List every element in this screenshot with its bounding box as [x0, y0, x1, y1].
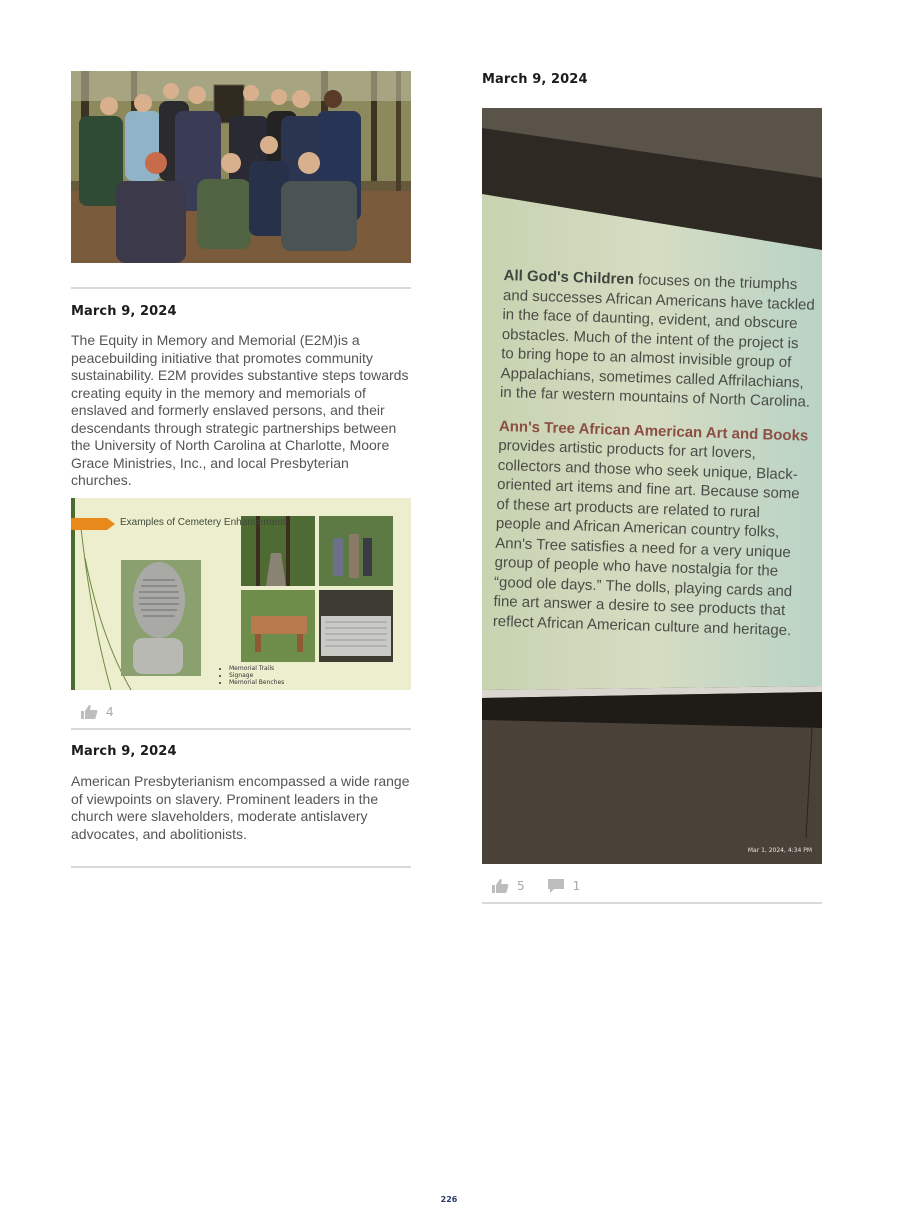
screen-text: [492, 266, 816, 655]
like-button[interactable]: [80, 704, 114, 720]
like-count: 4: [106, 705, 114, 719]
comment-icon: [547, 878, 565, 894]
projector-screen-photo: [482, 108, 822, 864]
divider: [71, 287, 411, 289]
screen-title: All God's Children: [503, 266, 635, 289]
slide-list-item: • Memorial Trails: [229, 665, 284, 672]
divider: [71, 728, 411, 730]
thumbs-up-icon: [491, 878, 509, 894]
comment-button[interactable]: [547, 878, 581, 894]
divider: [482, 902, 822, 904]
post-date: March 9, 2024: [71, 304, 177, 319]
post-date: March 9, 2024: [71, 744, 177, 759]
reactions-bar: [80, 704, 128, 720]
slide-list-item: • Memorial Benches: [229, 679, 284, 686]
screen-paragraph: [493, 416, 812, 640]
like-button[interactable]: [491, 878, 525, 894]
post-text: American Presbyterianism encompassed a wide range of viewpoints on slavery. Prominent leaders in the church were slaveholders, moderate antislavery advocates, and abolitionists.: [71, 773, 410, 842]
post-text: The Equity in Memory and Memorial (E2M)is a peacebuilding initiative that promotes community sustainability. E2M provides substantive steps towards creating equity in the memory and memorials of enslaved and formerly enslaved persons, and their descendants through strategic partnerships between the University of North Carolina at Charlotte, Moore Grace Ministries, Inc., and local Presbyterian churches.: [71, 332, 409, 488]
slide-list: [221, 665, 284, 686]
screen-body: provides artistic products for art lovers, collectors and those who seek unique, Black-oriented art items and fine art. Because some of these art products are related to rural people and African American country folks, Ann's Tree satisfies a need for a very unique group of people who have nostalgia for the “good ole days.” The dolls, playing cards and fine art answer a desire to see products that reflect African American culture and heritage.: [492, 436, 800, 639]
divider: [71, 866, 411, 868]
comment-count: 1: [572, 879, 581, 893]
screen-paragraph: [500, 266, 816, 412]
reactions-bar: [491, 878, 594, 894]
screen-body: focuses on the triumphs and successes African Americans have tackled in the face of daunting, evident, and obscure obstacles. Much of the intent of the project is to bring hope to an almost invisible group of Appalachians, sometimes called Affrilachians, in the far western mountains of North Carolina.: [499, 271, 816, 411]
screen-title: Ann's Tree African American Art and Books: [498, 417, 809, 445]
thumbs-up-icon: [80, 704, 98, 720]
slide-title: Examples of Cemetery Enhancement: [120, 517, 286, 528]
page-number: 226: [440, 1195, 458, 1204]
slide-list-item: • Signage: [229, 672, 284, 679]
group-photo-illustration: [71, 71, 411, 263]
photo-timestamp: Mar 1, 2024, 4:34 PM: [747, 847, 812, 854]
group-photo: [71, 71, 411, 263]
like-count: 5: [517, 879, 525, 893]
post-date: March 9, 2024: [482, 72, 588, 87]
cemetery-slide-image: [71, 498, 411, 690]
